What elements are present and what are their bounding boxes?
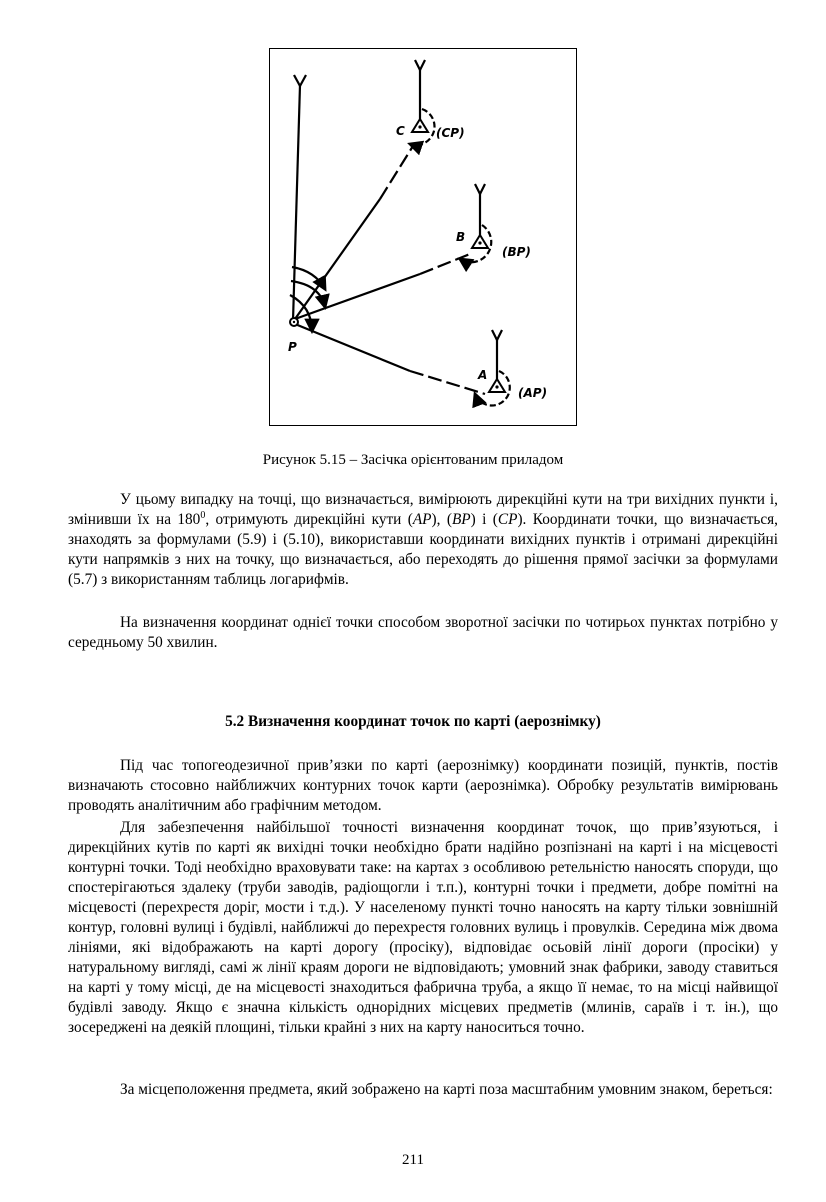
paragraph-5: За місцеположення предмета, який зображено на карті поза масштабним умовним знаком, береться: bbox=[120, 1081, 773, 1098]
north-mark-c bbox=[415, 60, 425, 70]
page-number: 211 bbox=[402, 1152, 424, 1168]
label-c: C bbox=[396, 124, 405, 138]
label-ap: (AP) bbox=[518, 386, 548, 400]
label-p: P bbox=[288, 340, 297, 354]
paragraph-4: Для забезпечення найбільшої точності визначення координат точок, що прив’язуються, і дирекційних кутів по карті як вихідні точки необхідно брати надійно розпізнані на карті і на місцевості контурні точки. Тоді необхідно враховувати таке: на картах з особливою ретельністю наносять споруди, що спостерігаються здалеку (труби заводів, радіощогли і т.п.), контурні точки і предмети, добре помітні на місцевості (перехрестя доріг, мости і т.д.). У населеному пункті точно наносять на карту тільки зовнішній контур, головні вулиці і будівлі, найближчі до перехрестя головних вулиць і провулків. Середина між двома лініями, які відображають на карті дорогу (просіку), відповідає осьовій лінії дороги (просіки) у натуральному вигляді, самі ж лінії краям дороги не відповідають; умовний знак фабрики, заводу ставиться на карті у тому місці, де на місцевості знаходиться фабрична труба, а якщо її немає, то на місці найвищої будівлі заводу. Якщо є значна кількість однорідних місцевих предметів (млинів, сараїв і т. ін.), що зосереджені на деякій площині, тільки крайні з них на карту наноситься точно. bbox=[68, 819, 778, 1036]
paragraph-2: На визначення координат однієї точки способом зворотної засічки по чотирьох пунктах потрібно у середньому 50 хвилин. bbox=[68, 614, 778, 651]
north-mark-p bbox=[294, 75, 306, 86]
line-p-a bbox=[295, 324, 410, 371]
label-a: A bbox=[478, 368, 488, 382]
figure-caption: Рисунок 5.15 – Засічка орієнтованим приладом bbox=[262, 452, 564, 468]
label-b: B bbox=[456, 230, 466, 244]
section-heading: 5.2 Визначення координат точок по карті (аерознімку) bbox=[225, 713, 601, 730]
figure-resection-diagram bbox=[269, 48, 577, 426]
arc-cp bbox=[410, 109, 435, 145]
north-line-p bbox=[293, 85, 300, 321]
paragraph-3: Під час топогеодезичної прив’язки по карті (аерознімку) координати позицій, пунктів, постів визначають стосовно найближчих контурних точок карти (аерознімка). Обробку результатів вимірювань проводять аналітичним або графічним методом. bbox=[68, 757, 778, 814]
north-mark-a bbox=[492, 330, 502, 340]
line-p-b-dashed bbox=[420, 254, 470, 274]
north-mark-b bbox=[475, 184, 485, 194]
line-p-b bbox=[295, 274, 420, 319]
label-cp: (CP) bbox=[436, 126, 465, 140]
label-bp: (BP) bbox=[502, 245, 531, 259]
line-p-c bbox=[295, 199, 380, 319]
line-p-c-dashed bbox=[380, 146, 413, 199]
line-p-a-dashed bbox=[410, 371, 485, 394]
paragraph-1: У цьому випадку на точці, що визначається, вимірюють дирекційні кути на три вихідних пункти і, змінивши їх на $180^0$, отримують дирекційні кути (AP), (BP) і (CP). Координати точки, що визначається, знаходять за формулами (5.9) і (5.10), використавши координати вихідних пунктів і отримані дирекційні кути напрямків з них на точку, що визначається, або переходять до рішення прямої засічки за формулами (5.7) з використанням таблиць логарифмів. bbox=[68, 491, 779, 588]
resection-diagram bbox=[270, 49, 578, 427]
